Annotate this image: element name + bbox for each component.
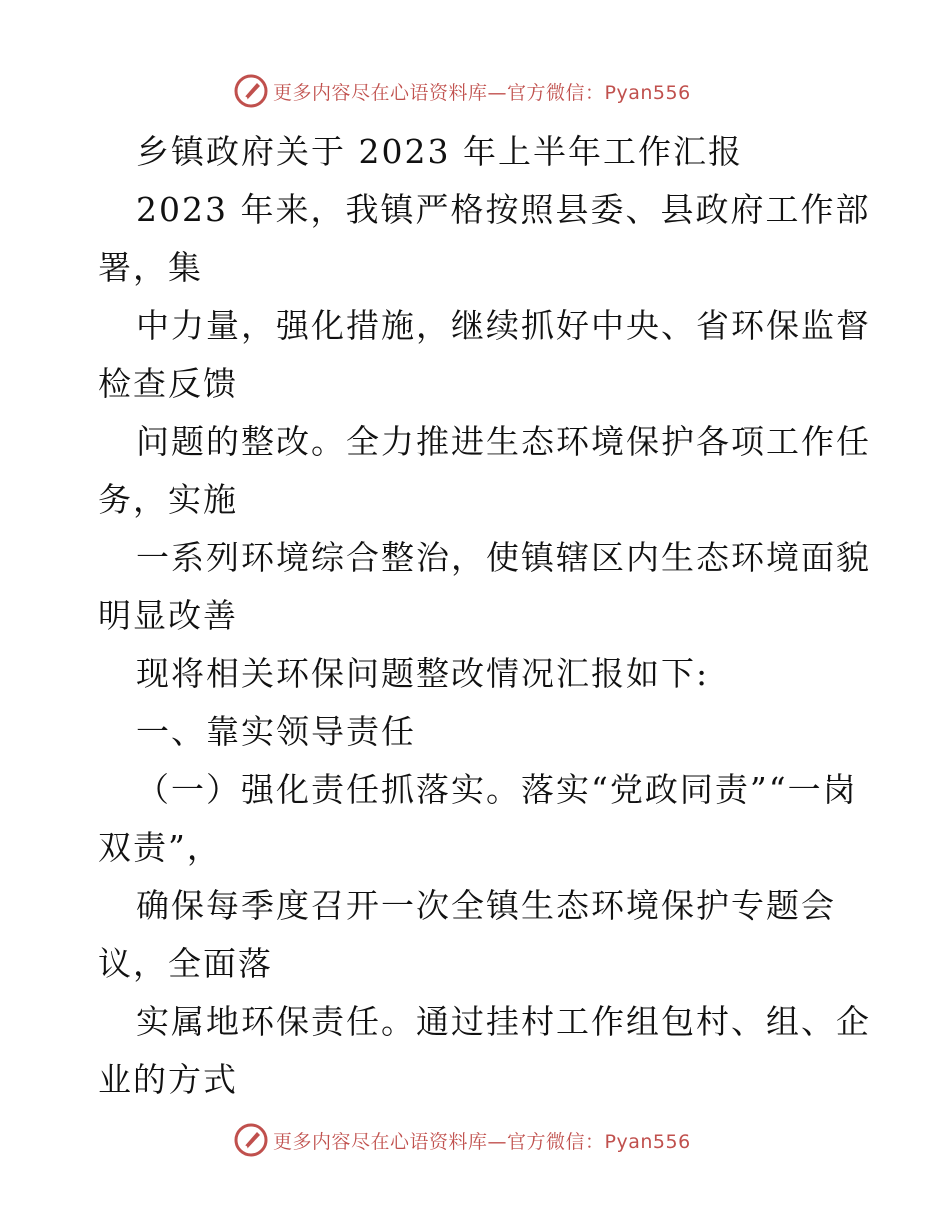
paragraph-1: 2023 年来，我镇严格按照县委、县政府工作部署，集: [98, 190, 871, 287]
paragraph-6: （一）强化责任抓落实。落实“党政同责”“一岗双责”，: [98, 770, 858, 867]
paragraph-7: 确保每季度召开一次全镇生态环境保护专题会议，全面落: [98, 886, 836, 983]
document-body: [98, 123, 878, 1109]
paragraph-5: 现将相关环保问题整改情况汇报如下:: [136, 654, 710, 693]
watermark-text: 更多内容尽在心语资料库—官方微信：Pyan556: [273, 1130, 691, 1153]
header-watermark: [233, 72, 691, 110]
section-heading-1: 一、靠实领导责任: [136, 712, 416, 751]
pen-nib-logo-icon: [233, 1122, 269, 1158]
footer-watermark: [233, 1121, 691, 1159]
watermark-text: 更多内容尽在心语资料库—官方微信：Pyan556: [273, 81, 691, 104]
paragraph-4: 一系列环境综合整治，使镇辖区内生态环境面貌明显改善: [98, 538, 871, 635]
paragraph-8: 实属地环保责任。通过挂村工作组包村、组、企业的方式: [98, 1002, 871, 1099]
paragraph-2: 中力量，强化措施，继续抓好中央、省环保监督检查反馈: [98, 306, 871, 403]
paragraph-3: 问题的整改。全力推进生态环境保护各项工作任务，实施: [98, 422, 871, 519]
pen-nib-logo-icon: [233, 73, 269, 109]
doc-title: 乡镇政府关于 2023 年上半年工作汇报: [136, 132, 743, 171]
